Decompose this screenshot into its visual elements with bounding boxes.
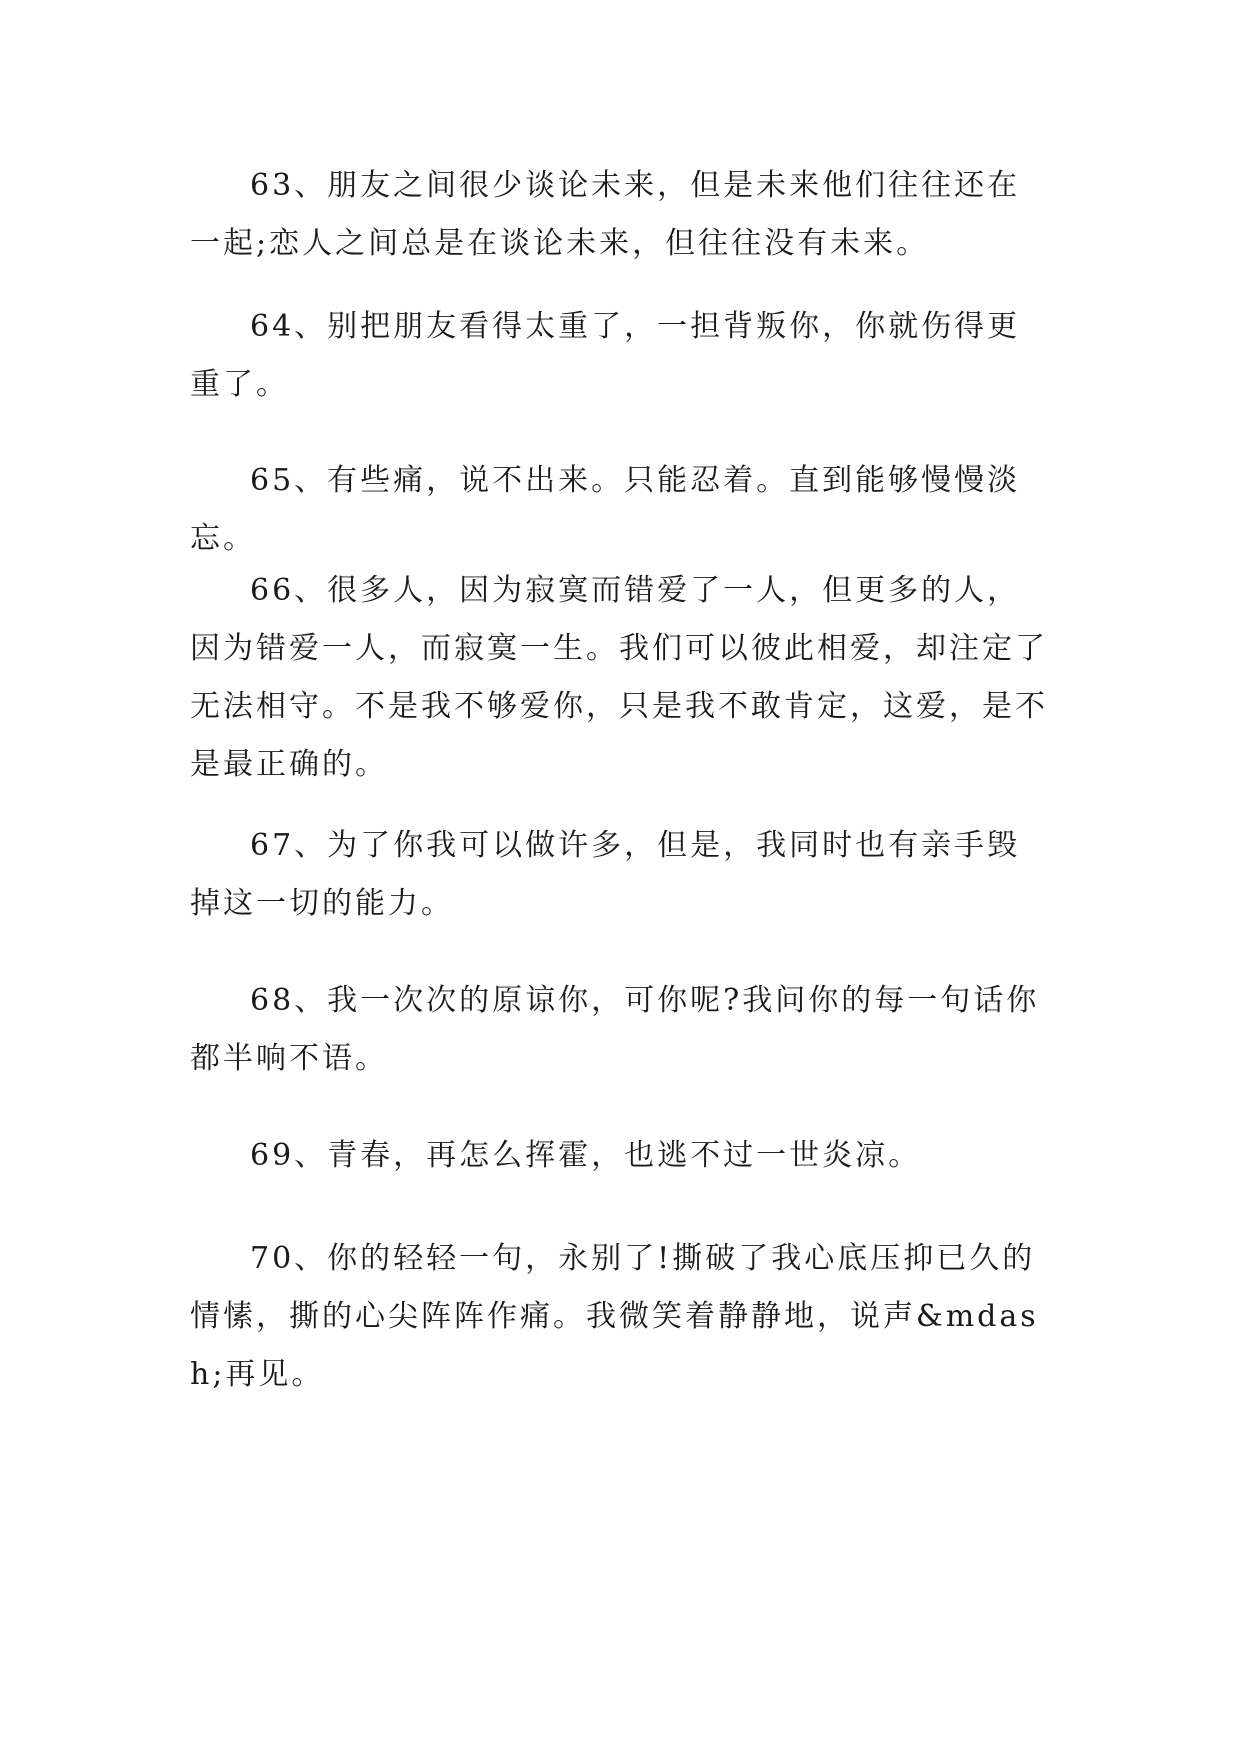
paragraph-64: 64、别把朋友看得太重了，一担背叛你，你就伤得更重了。 — [190, 309, 1021, 402]
paragraph-68: 68、我一次次的原谅你，可你呢?我问你的每一句话你都半响不语。 — [190, 983, 1040, 1076]
paragraph-67: 67、为了你我可以做许多，但是，我同时也有亲手毁掉这一切的能力。 — [190, 828, 1021, 921]
paragraph-65: 65、有些痛，说不出来。只能忍着。直到能够慢慢淡忘。 — [190, 463, 1021, 556]
paragraph-70: 70、你的轻轻一句，永别了!撕破了我心底压抑已久的情愫，撕的心尖阵阵作痛。我微笑着静静地，说声&mdash;再见。 — [190, 1241, 1039, 1392]
paragraph-63: 63、朋友之间很少谈论未来，但是未来他们往往还在一起;恋人之间总是在谈论未来，但往往没有未来。 — [190, 168, 1021, 261]
paragraph-66: 66、很多人，因为寂寞而错爱了一人，但更多的人，因为错爱一人，而寂寞一生。我们可以彼此相爱，却注定了无法相守。不是我不够爱你，只是我不敢肯定，这爱，是不是最正确的。 — [190, 573, 1048, 782]
paragraph-69: 69、青春，再怎么挥霍，也逃不过一世炎凉。 — [250, 1138, 922, 1173]
